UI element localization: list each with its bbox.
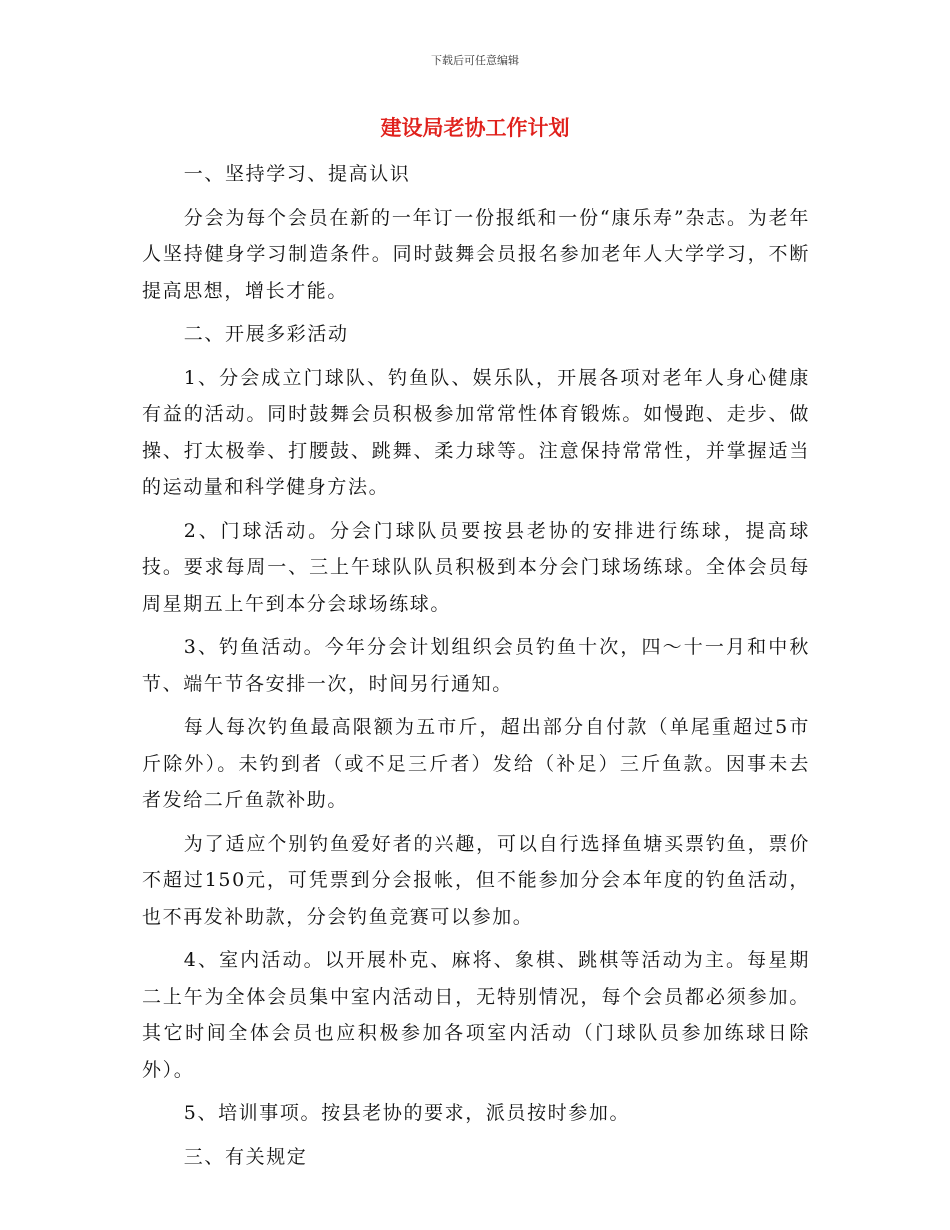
paragraph: 分会为每个会员在新的一年订一份报纸和一份“康乐寿”杂志。为老年人坚持健身学习制造条件。同时鼓舞会员报名参加老年人大学学习，不断提高思想，增长才能。: [142, 206, 810, 302]
paragraph: 为了适应个别钓鱼爱好者的兴趣，可以自行选择鱼塘买票钓鱼，票价不超过150元，可凭票到分会报帐，但不能参加分会本年度的钓鱼活动，也不再发补助款，分会钓鱼竞赛可以参加。: [142, 832, 810, 928]
section-heading-1: 一、坚持学习、提高认识: [183, 163, 411, 185]
paragraph: 每人每次钓鱼最高限额为五市斤，超出部分自付款（单尾重超过5市斤除外）。未钓到者（或不足三斤者）发给（补足）三斤鱼款。因事未去者发给二斤鱼款补助。: [142, 716, 810, 811]
section-heading-2: 二、开展多彩活动: [183, 323, 349, 345]
paragraph: 3、钓鱼活动。今年分会计划组织会员钓鱼十次，四～十一月和中秋节、端午节各安排一次，时间另行通知。: [142, 636, 810, 695]
paragraph: 2、门球活动。分会门球队员要按县老协的安排进行练球，提高球技。要求每周一、三上午球队队员积极到本分会门球场练球。全体会员每周星期五上午到本分会球场练球。: [142, 519, 810, 615]
paragraph: 5、培训事项。按县老协的要求，派员按时参加。: [183, 1102, 631, 1124]
document-title: 建设局老协工作计划: [380, 115, 570, 140]
paragraph: 1、分会成立门球队、钓鱼队、娱乐队，开展各项对老年人身心健康有益的活动。同时鼓舞会员积极参加常常性体育锻炼。如慢跑、走步、做操、打太极拳、打腰鼓、跳舞、柔力球等。注意保持常常性，并掌握适当的运动量和科学健身方法。: [142, 366, 810, 498]
header-note: 下载后可任意编辑: [431, 54, 519, 67]
paragraph: 4、室内活动。以开展朴克、麻将、象棋、跳棋等活动为主。每星期二上午为全体会员集中室内活动日，无特别情况，每个会员都必须参加。其它时间全体会员也应积极参加各项室内活动（门球队员参加练球日除外）。: [142, 949, 810, 1081]
document-body: [142, 156, 810, 1182]
section-heading-3: 三、有关规定: [183, 1145, 308, 1168]
